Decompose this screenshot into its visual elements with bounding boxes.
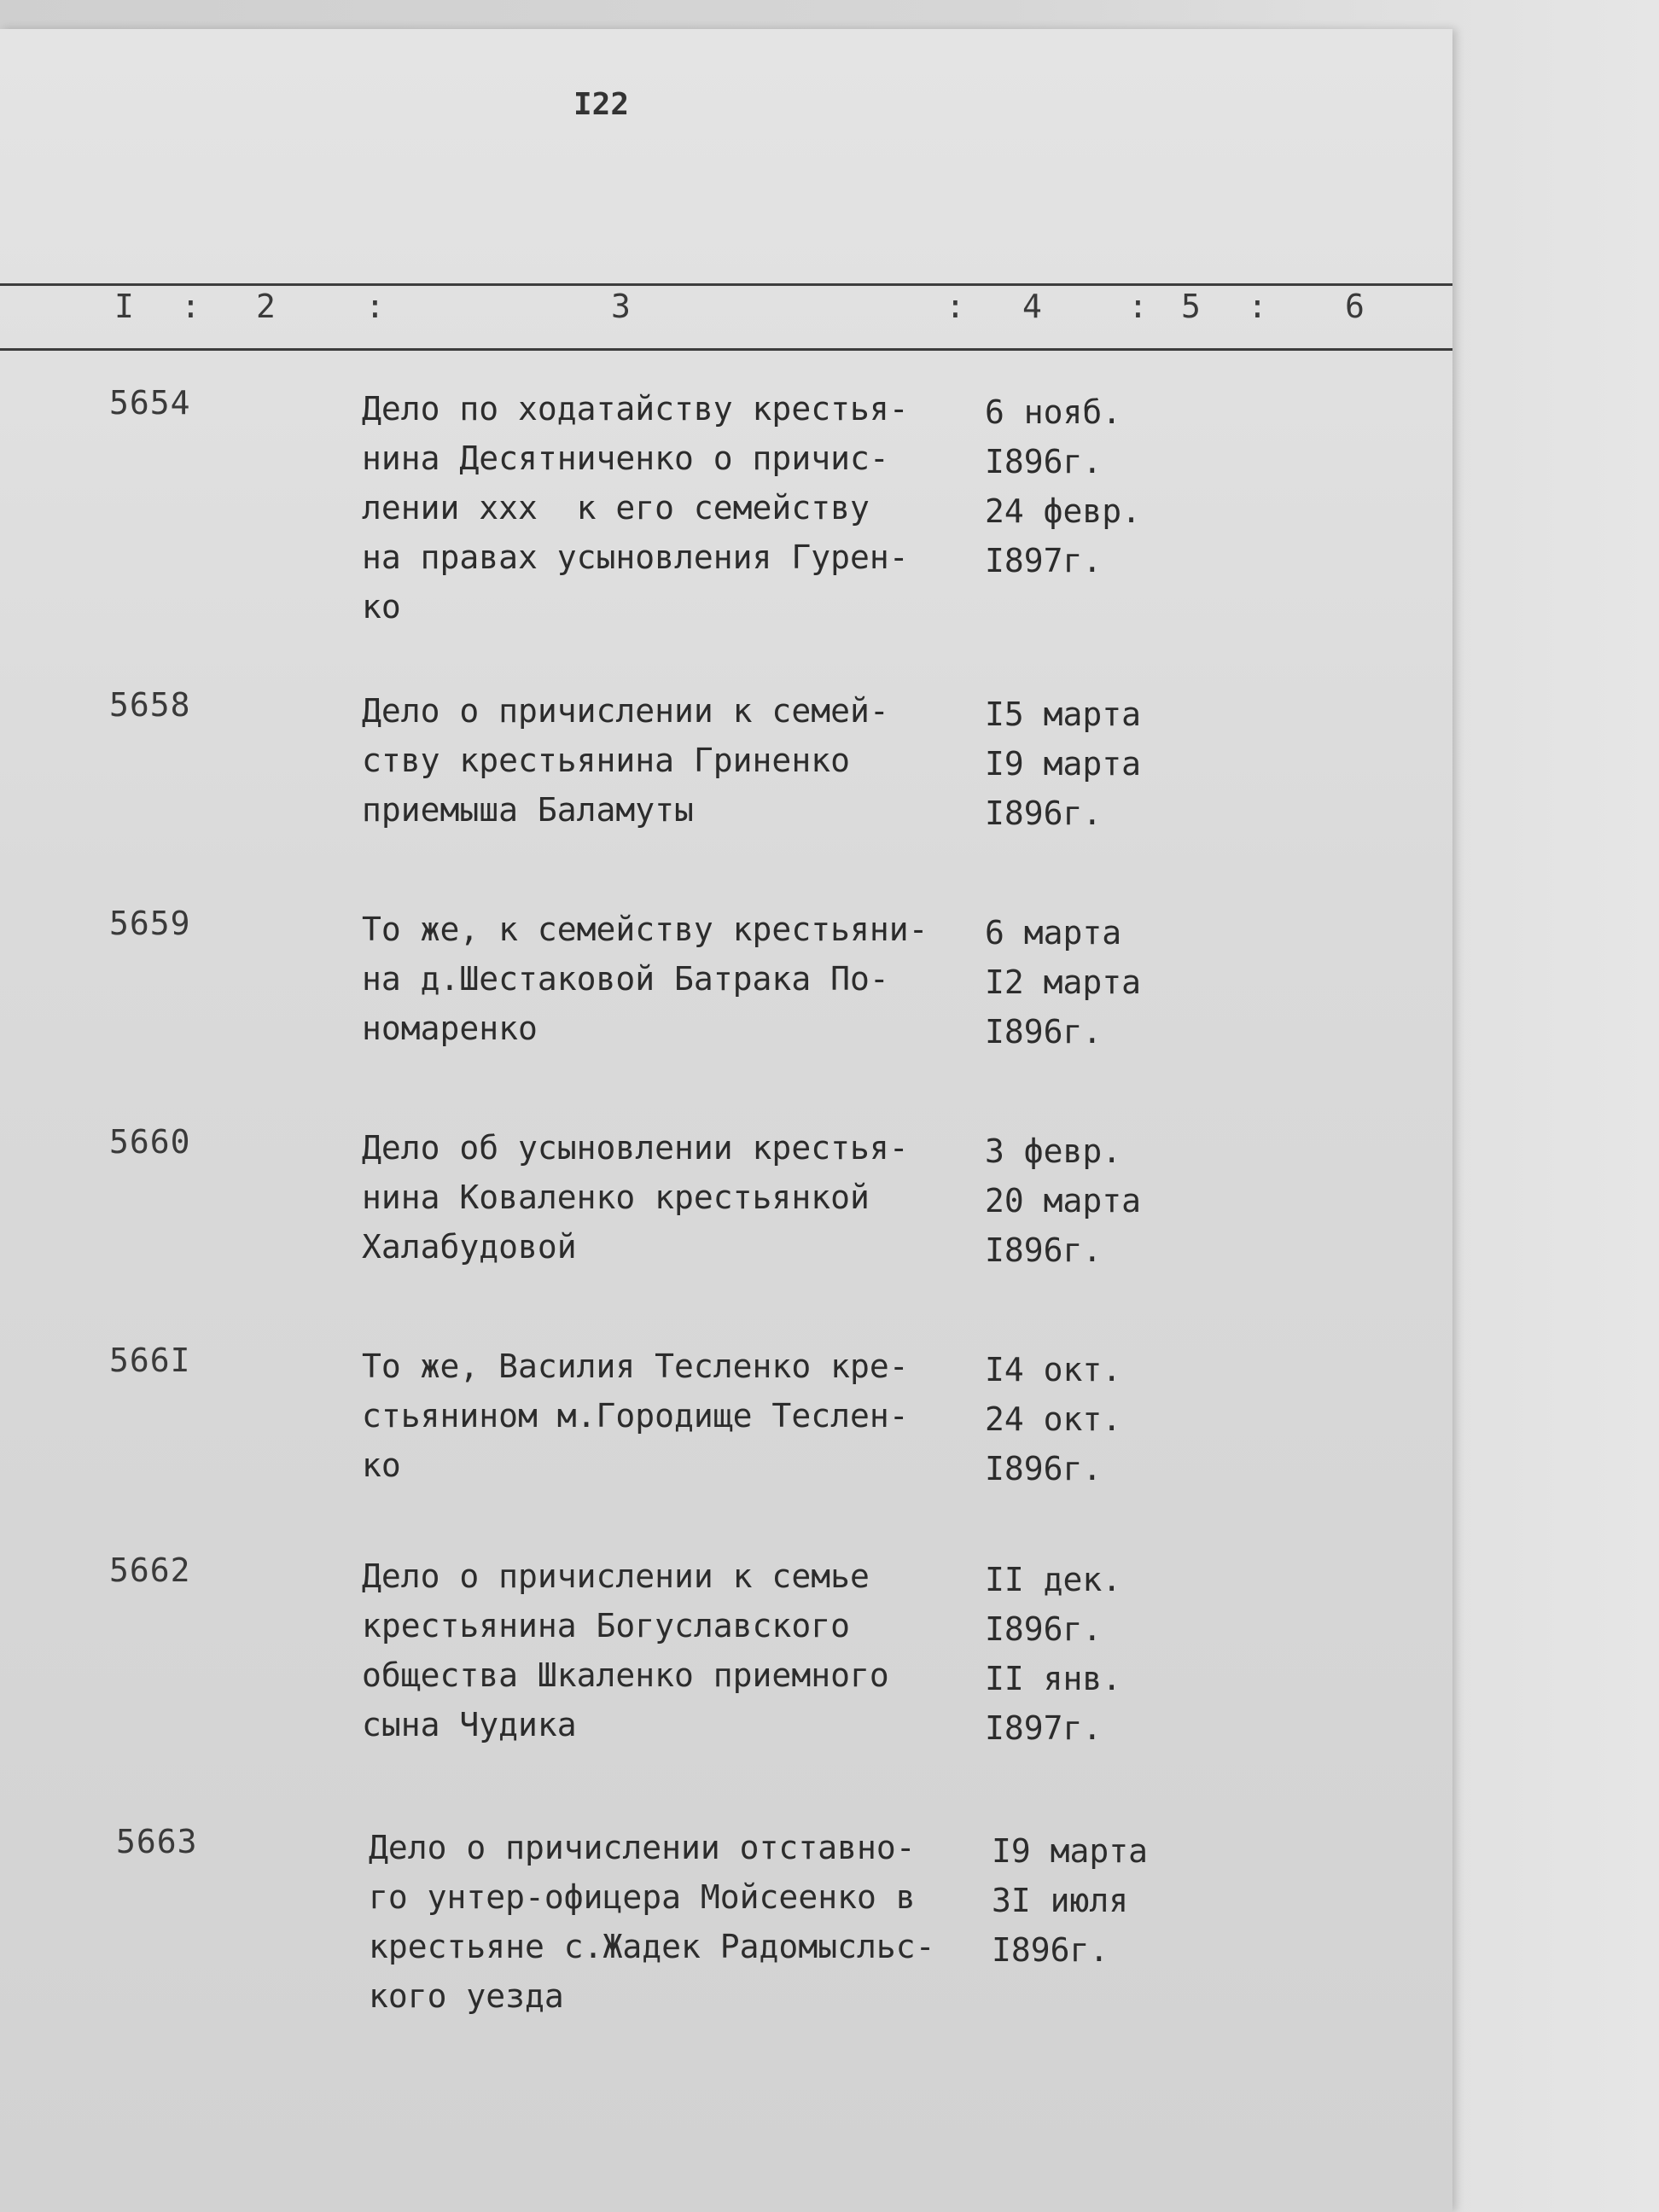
entry-dates — [985, 1126, 1190, 1275]
date-line: I896г. — [985, 1013, 1103, 1051]
description-line: ко — [362, 1447, 401, 1484]
entry-description — [362, 1551, 976, 1749]
entry-description — [362, 384, 976, 632]
entry-dates — [992, 1826, 1196, 1975]
description-line: Дело о причислении к семье — [362, 1557, 870, 1595]
date-line: I9 марта — [992, 1832, 1149, 1870]
date-line: I2 марта — [985, 963, 1142, 1001]
date-line: 24 февр. — [985, 492, 1142, 530]
description-line: крестьяне с.Жадек Радомысльс- — [369, 1928, 935, 1965]
column-header-3: 3 — [611, 288, 631, 325]
date-line: I4 окт. — [985, 1351, 1122, 1388]
entry-dates — [985, 1555, 1190, 1753]
description-line: Дело о причислении к семей- — [362, 692, 889, 730]
entry-dates — [985, 908, 1190, 1057]
description-line: приемыша Баламуты — [362, 791, 694, 829]
entry-description — [362, 1123, 976, 1272]
description-line: номаренко — [362, 1010, 538, 1047]
description-line: кого уезда — [369, 1977, 564, 2015]
entry-dates — [985, 387, 1190, 585]
description-line: То же, к семейству крестьяни- — [362, 911, 928, 948]
header-rule-bottom — [0, 348, 1452, 351]
column-header-separator: : — [181, 288, 201, 325]
description-line: лении xxx к его семейству — [362, 489, 870, 527]
description-line: нина Десятниченко о причис- — [362, 439, 889, 477]
entry-number: 5658 — [109, 686, 191, 724]
date-line: 3I июля — [992, 1882, 1129, 1919]
entry-number: 5659 — [109, 905, 191, 942]
description-line: То же, Василия Тесленко кре- — [362, 1348, 909, 1385]
entry-number: 5663 — [116, 1823, 198, 1860]
description-line: общества Шкаленко приемного — [362, 1656, 889, 1694]
description-line: го унтер-офицера Мойсеенко в — [369, 1878, 916, 1916]
entry-dates — [985, 690, 1190, 838]
date-line: 24 окт. — [985, 1400, 1122, 1438]
entry-number: 566I — [109, 1342, 191, 1379]
date-line: I896г. — [985, 795, 1103, 832]
entry-description — [362, 1342, 976, 1490]
description-line: Дело о причислении отставно- — [369, 1829, 916, 1866]
description-line: сына Чудика — [362, 1706, 577, 1743]
column-header-5: 5 — [1181, 288, 1201, 325]
description-line: на правах усыновления Гурен- — [362, 538, 909, 576]
description-line: стьянином м.Городище Теслен- — [362, 1397, 909, 1435]
description-line: ко — [362, 588, 401, 626]
header-rule-top — [0, 283, 1452, 286]
date-line: I5 марта — [985, 696, 1142, 733]
date-line: II янв. — [985, 1660, 1122, 1697]
page-number: I22 — [573, 87, 630, 122]
column-header-separator: : — [946, 288, 965, 325]
description-line: Дело по ходатайству крестья- — [362, 390, 909, 428]
entry-number: 5662 — [109, 1551, 191, 1589]
date-line: I897г. — [985, 1709, 1103, 1747]
entry-description — [362, 686, 976, 835]
date-line: I896г. — [985, 1231, 1103, 1269]
description-line: Дело об усыновлении крестья- — [362, 1129, 909, 1167]
description-line: крестьянина Богуславского — [362, 1607, 850, 1644]
column-header-separator: : — [1248, 288, 1267, 325]
date-line: 6 нояб. — [985, 393, 1122, 431]
entry-description — [362, 905, 976, 1053]
date-line: II дек. — [985, 1561, 1122, 1598]
date-line: I896г. — [985, 1610, 1103, 1648]
description-line: Халабудовой — [362, 1228, 577, 1266]
column-header-2: 2 — [256, 288, 276, 325]
date-line: 20 марта — [985, 1182, 1142, 1220]
entry-number: 5660 — [109, 1123, 191, 1161]
column-header — [0, 288, 1452, 339]
document-page — [0, 29, 1452, 2212]
column-header-separator: : — [365, 288, 385, 325]
column-header-separator: : — [1128, 288, 1148, 325]
entry-description — [369, 1823, 983, 2021]
description-line: нина Коваленко крестьянкой — [362, 1179, 870, 1216]
date-line: 6 марта — [985, 914, 1122, 952]
description-line: ству крестьянина Гриненко — [362, 742, 850, 779]
column-header-6: 6 — [1345, 288, 1365, 325]
date-line: I9 марта — [985, 745, 1142, 783]
date-line: I896г. — [992, 1931, 1109, 1969]
column-header-4: 4 — [1022, 288, 1042, 325]
column-header-1: I — [114, 288, 134, 325]
entry-dates — [985, 1345, 1190, 1493]
date-line: I897г. — [985, 542, 1103, 579]
date-line: I896г. — [985, 443, 1103, 480]
date-line: 3 февр. — [985, 1132, 1122, 1170]
description-line: на д.Шестаковой Батрака По- — [362, 960, 889, 998]
entry-number: 5654 — [109, 384, 191, 422]
date-line: I896г. — [985, 1450, 1103, 1487]
